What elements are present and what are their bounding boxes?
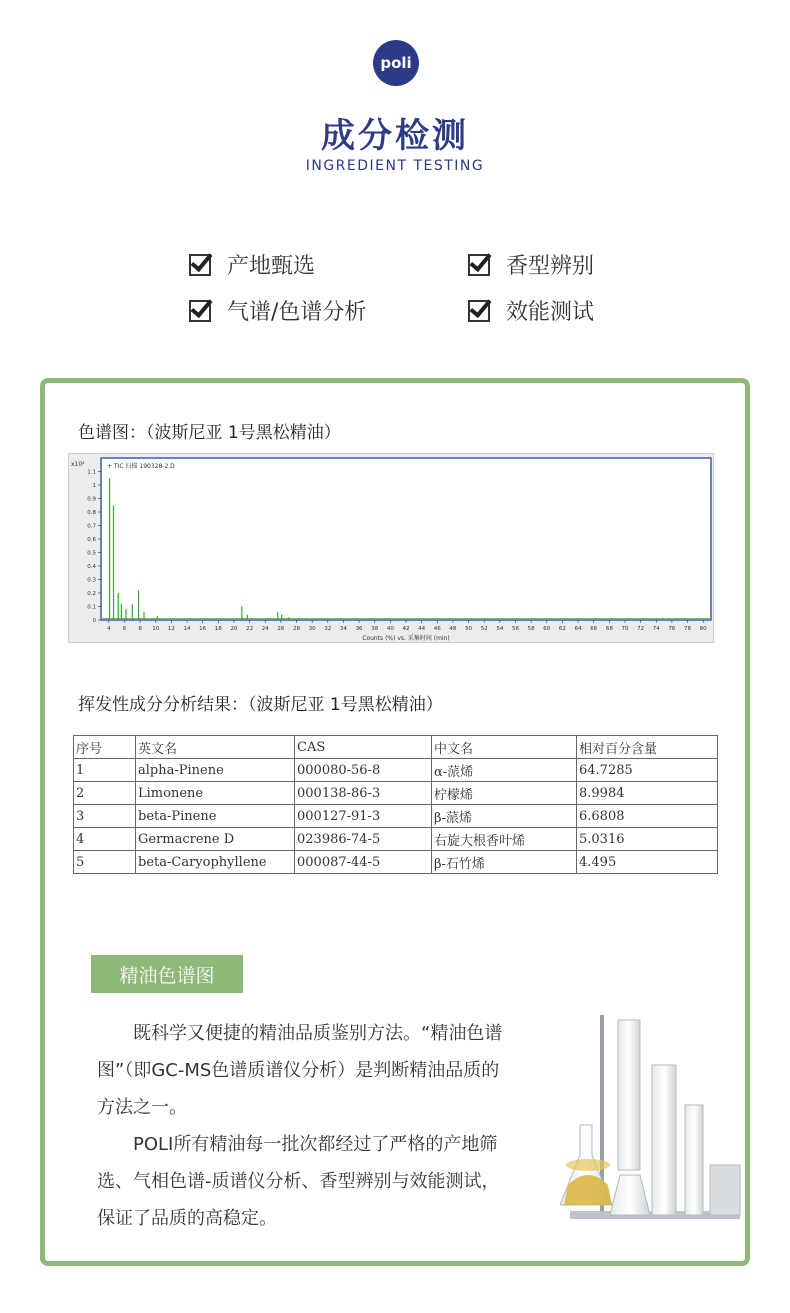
y-tick-label: 0.9	[87, 496, 96, 503]
y-tick-label: 1	[92, 483, 96, 489]
column-header: CAS	[295, 736, 432, 759]
y-tick-label: 1.1	[87, 469, 96, 476]
x-tick-label: 56	[511, 626, 519, 632]
x-tick-label: 26	[277, 626, 285, 632]
y-tick-label: 0.3	[87, 577, 96, 584]
table-cell: beta-Pinene	[136, 805, 295, 828]
table-cell: 000127-91-3	[295, 805, 432, 828]
x-tick-label: 80	[699, 626, 707, 632]
section-body	[97, 1015, 509, 1237]
page-subtitle: INGREDIENT TESTING	[305, 158, 485, 174]
column-header: 英文名	[136, 736, 295, 759]
x-tick-label: 18	[214, 626, 222, 632]
x-tick-label: 50	[465, 626, 473, 632]
table-cell: 2	[74, 782, 136, 805]
x-tick-label: 36	[355, 626, 363, 632]
x-tick-label: 8	[138, 626, 142, 632]
x-tick-label: 54	[496, 626, 504, 632]
page-title: 成分检测	[321, 116, 469, 156]
x-tick-label: 28	[293, 626, 301, 632]
table-cell: alpha-Pinene	[136, 759, 295, 782]
x-tick-label: 30	[308, 626, 316, 632]
x-tick-label: 4	[107, 626, 111, 632]
table-cell: 8.9984	[577, 782, 718, 805]
x-tick-label: 58	[527, 626, 535, 632]
x-tick-label: 22	[246, 626, 254, 632]
table-cell: 023986-74-5	[295, 828, 432, 851]
x-tick-label: 6	[122, 626, 127, 632]
table-cell: 6.6808	[577, 805, 718, 828]
table-cell: 000087-44-5	[295, 851, 432, 874]
table-cell: β-石竹烯	[432, 851, 577, 874]
chromatogram-caption: 色谱图：（波斯尼亚 1号黑松精油）	[78, 423, 341, 443]
plot-area	[101, 458, 711, 620]
table-cell: 右旋大根香叶烯	[432, 828, 577, 851]
x-tick-label: 42	[402, 626, 410, 632]
y-tick-label: 0.7	[87, 523, 96, 530]
table-cell: 5.0316	[577, 828, 718, 851]
x-tick-label: 76	[668, 626, 676, 632]
table-row	[74, 805, 718, 828]
x-tick-label: 34	[339, 626, 347, 632]
checkbox-icon	[189, 300, 211, 322]
section-tag: 精油色谱图	[91, 955, 243, 993]
x-tick-label: 48	[449, 626, 457, 632]
x-tick-label: 68	[605, 626, 613, 632]
checkbox-icon	[189, 254, 211, 276]
x-tick-label: 44	[418, 626, 426, 632]
table-cell: 5	[74, 851, 136, 874]
x-tick-label: 60	[543, 626, 551, 632]
analysis-table	[73, 735, 718, 874]
x-tick-label: 38	[371, 626, 379, 632]
x-tick-label: 52	[480, 626, 488, 632]
x-tick-label: 40	[386, 626, 394, 632]
table-row	[74, 759, 718, 782]
table-cell: 1	[74, 759, 136, 782]
body-paragraph: 既科学又便捷的精油品质鉴别方法。“精油色谱图”（即GC-MS色谱质谱仪分析）是判断精油品质的方法之一。	[97, 1023, 503, 1118]
x-tick-label: 16	[199, 626, 207, 632]
feature-label: 产地甄选	[227, 254, 316, 279]
feature-label: 气谱/色谱分析	[227, 300, 367, 325]
table-row	[74, 828, 718, 851]
table-cell: Limonene	[136, 782, 295, 805]
table-cell: 64.7285	[577, 759, 718, 782]
y-tick-label: 0.6	[87, 537, 96, 543]
table-cell: beta-Caryophyllene	[136, 851, 295, 874]
table-cell: β-蒎烯	[432, 805, 577, 828]
chromatogram-chart	[68, 453, 714, 643]
feature-aroma	[468, 249, 594, 280]
table-cell: 4	[74, 828, 136, 851]
logo-text: poli	[380, 54, 412, 72]
x-tick-label: 72	[637, 626, 645, 632]
table-cell: 4.495	[577, 851, 718, 874]
table-cell: 3	[74, 805, 136, 828]
table-header-row	[74, 736, 718, 759]
y-tick-label: 0	[92, 618, 96, 624]
column-header: 相对百分含量	[577, 736, 718, 759]
x-tick-label: 66	[590, 626, 598, 632]
table-cell: 000138-86-3	[295, 782, 432, 805]
x-tick-label: 10	[152, 626, 160, 632]
analysis-caption: 挥发性成分分析结果：（波斯尼亚 1号黑松精油）	[78, 695, 443, 715]
x-tick-label: 12	[167, 626, 175, 632]
y-tick-label: 0.8	[87, 510, 96, 516]
feature-gcms	[189, 295, 366, 326]
x-axis-label: Counts (%) vs. 采集时间 (min)	[362, 635, 450, 642]
y-tick-label: 0.5	[87, 550, 96, 557]
y-axis-label: x10²	[71, 461, 85, 468]
checkbox-icon	[468, 300, 490, 322]
x-tick-label: 14	[183, 626, 191, 632]
feature-label: 效能测试	[506, 300, 595, 325]
column-header: 序号	[74, 736, 136, 759]
y-tick-label: 0.2	[87, 591, 96, 597]
x-tick-label: 24	[261, 626, 269, 632]
feature-origin	[189, 249, 315, 280]
y-tick-label: 0.4	[87, 564, 96, 570]
x-tick-label: 74	[652, 626, 660, 632]
table-cell: Germacrene D	[136, 828, 295, 851]
table-cell: α-蒎烯	[432, 759, 577, 782]
table-cell: 柠檬烯	[432, 782, 577, 805]
table-row	[74, 851, 718, 874]
x-tick-label: 20	[230, 626, 238, 632]
chart-title: + TIC 扫描 190328-2.D	[107, 463, 175, 470]
poli-logo	[373, 40, 419, 86]
lab-glassware-illustration	[560, 1015, 745, 1225]
y-tick-label: 0.1	[87, 604, 96, 611]
x-tick-label: 32	[324, 626, 332, 632]
x-tick-label: 78	[684, 626, 692, 632]
x-tick-label: 46	[433, 626, 441, 632]
chromatogram-svg	[69, 454, 715, 644]
x-tick-label: 70	[621, 626, 629, 632]
x-tick-label: 64	[574, 626, 582, 632]
checkbox-icon	[468, 254, 490, 276]
body-paragraph: POLI所有精油每一批次都经过了严格的产地筛选、气相色谱-质谱仪分析、香型辨别与效能测试，保证了品质的高稳定。	[97, 1134, 500, 1229]
x-tick-label: 62	[558, 626, 566, 632]
column-header: 中文名	[432, 736, 577, 759]
table-cell: 000080-56-8	[295, 759, 432, 782]
feature-label: 香型辨别	[506, 254, 595, 279]
feature-efficacy	[468, 295, 594, 326]
table-row	[74, 782, 718, 805]
